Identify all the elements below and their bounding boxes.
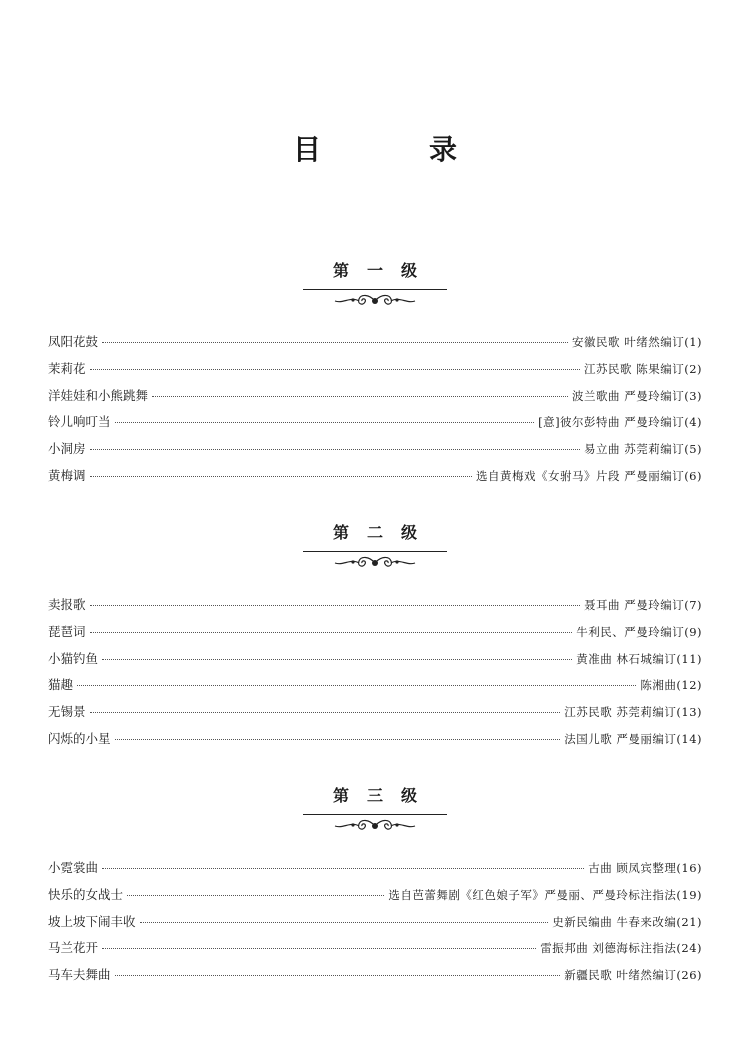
toc-entry[interactable] (48, 885, 702, 912)
entry-title: 卖报歌 (48, 597, 86, 612)
toc-entry[interactable] (48, 595, 702, 622)
entry-credit: 雷振邦曲 刘德海标注指法(24) (540, 941, 702, 956)
entry-credit: 选自芭蕾舞剧《红色娘子军》严曼丽、严曼玲标注指法(19) (388, 887, 702, 902)
toc-entry[interactable] (48, 729, 702, 756)
toc-entry[interactable] (48, 386, 702, 413)
entry-credit: 波兰歌曲 严曼玲编订(3) (572, 388, 702, 403)
entry-credit: 黄准曲 林石城编订(11) (576, 651, 702, 666)
section-level-1 (0, 258, 750, 310)
section-heading: 第一级 (332, 261, 435, 280)
entry-title: 坡上坡下闹丰收 (48, 913, 136, 929)
ornament-divider-icon (333, 554, 417, 572)
entry-title: 小霓裳曲 (48, 860, 99, 875)
entry-credit: 江苏民歌 陈果编订(2) (584, 361, 702, 376)
entries-level-3 (48, 858, 702, 992)
dot-leader (90, 712, 561, 713)
heading-rule (303, 289, 447, 290)
dot-leader (102, 342, 568, 343)
entry-title: 小猫钓鱼 (48, 650, 99, 666)
entry-title: 无锡景 (48, 704, 86, 720)
entry-title: 马兰花开 (48, 940, 99, 956)
heading-rule (303, 814, 447, 815)
section-heading: 第三级 (332, 786, 435, 805)
entries-level-1 (48, 332, 702, 493)
entry-title: 琵琶词 (48, 623, 86, 639)
dot-leader (90, 369, 581, 370)
entry-credit: 法国儿歌 严曼丽编订(14) (564, 731, 702, 746)
entry-credit: 安徽民歌 叶绪然编订(1) (572, 335, 702, 349)
toc-entry[interactable] (48, 466, 702, 493)
toc-entry[interactable] (48, 439, 702, 466)
entry-title: 闪烁的小星 (48, 730, 111, 746)
toc-entry[interactable] (48, 412, 702, 439)
heading-rule (303, 551, 447, 552)
entry-title: 猫趣 (48, 677, 74, 693)
entry-title: 凤阳花鼓 (48, 334, 99, 349)
dot-leader (102, 868, 584, 869)
dot-leader (115, 422, 535, 423)
entry-credit: 陈湘曲(12) (640, 678, 702, 693)
entry-title: 快乐的女战士 (48, 886, 124, 902)
entry-credit: 江苏民歌 苏莞莉编订(13) (564, 705, 702, 720)
dot-leader (90, 632, 573, 633)
dot-leader (90, 449, 581, 450)
entry-title: 洋娃娃和小熊跳舞 (48, 387, 149, 403)
toc-entry[interactable] (48, 622, 702, 649)
entry-credit: 牛利民、严曼玲编订(9) (576, 624, 702, 639)
page-title: 目 录 (292, 133, 497, 166)
dot-leader (115, 975, 561, 976)
dot-leader (90, 605, 581, 606)
dot-leader (140, 922, 549, 923)
ornament-divider-icon (333, 292, 417, 310)
entry-credit: 选自黄梅戏《女驸马》片段 严曼丽编订(6) (476, 468, 702, 483)
entries-level-2 (48, 595, 702, 756)
dot-leader (90, 476, 473, 477)
dot-leader (115, 739, 561, 740)
section-level-3 (0, 783, 750, 835)
section-level-2 (0, 520, 750, 572)
toc-entry[interactable] (48, 912, 702, 939)
entry-credit: [意]彼尔彭特曲 严曼玲编订(4) (538, 415, 702, 430)
section-heading: 第二级 (332, 523, 435, 542)
entry-credit: 史新民编曲 牛春来改编(21) (552, 914, 702, 929)
dot-leader (152, 396, 568, 397)
toc-entry[interactable] (48, 675, 702, 702)
dot-leader (102, 659, 572, 660)
entry-title: 马车夫舞曲 (48, 967, 111, 983)
entry-title: 茉莉花 (48, 360, 86, 376)
entry-credit: 聂耳曲 严曼玲编订(7) (584, 598, 702, 612)
toc-entry[interactable] (48, 649, 702, 676)
entry-title: 黄梅调 (48, 467, 86, 483)
toc-entry[interactable] (48, 938, 702, 965)
toc-entry[interactable] (48, 702, 702, 729)
entry-credit: 新疆民歌 叶绪然编订(26) (564, 968, 702, 983)
toc-entry[interactable] (48, 965, 702, 992)
dot-leader (77, 685, 636, 686)
entry-title: 小洞房 (48, 441, 86, 457)
toc-entry[interactable] (48, 858, 702, 885)
toc-entry[interactable] (48, 332, 702, 359)
toc-entry[interactable] (48, 359, 702, 386)
entry-title: 铃儿响叮当 (48, 414, 111, 430)
entry-credit: 古曲 顾凤宾整理(16) (588, 861, 702, 875)
dot-leader (102, 948, 536, 949)
dot-leader (127, 895, 384, 896)
ornament-divider-icon (333, 817, 417, 835)
entry-credit: 易立曲 苏莞莉编订(5) (584, 442, 702, 457)
